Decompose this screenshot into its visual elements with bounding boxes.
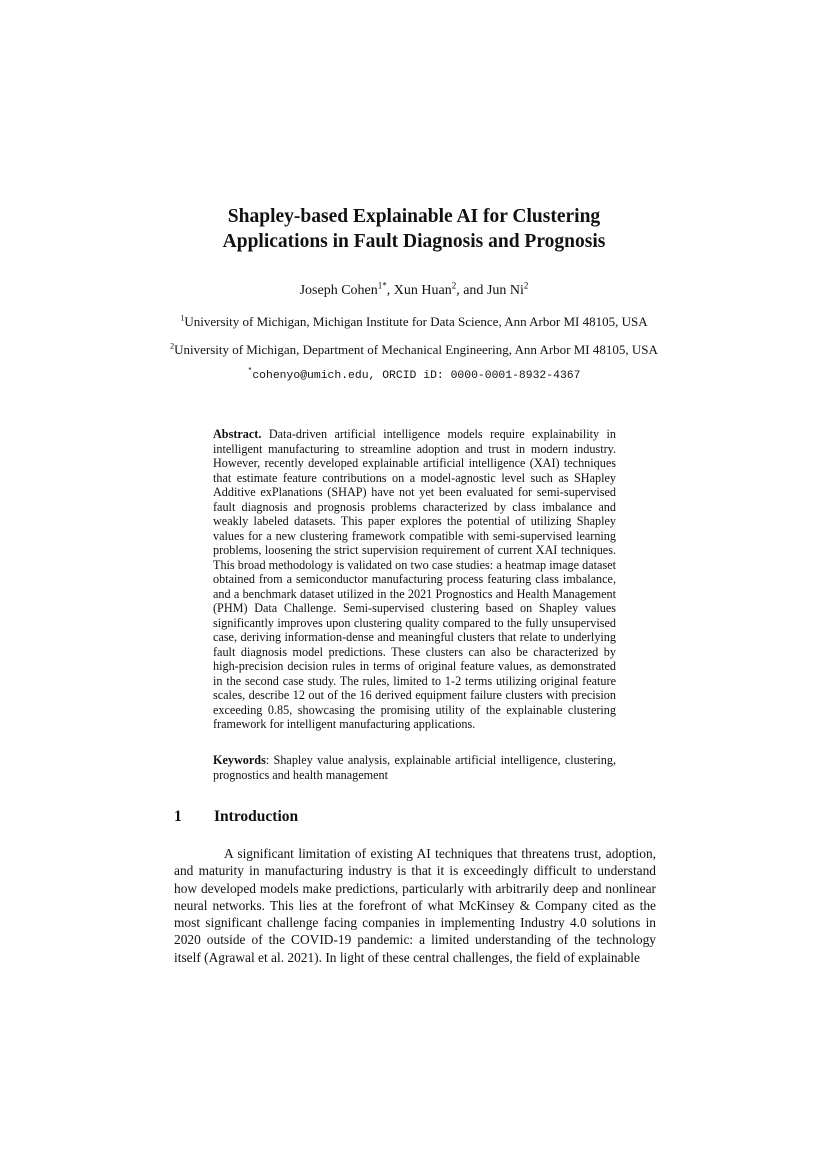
- contact-email-line: [0, 367, 828, 382]
- affiliation-mark: 2: [170, 341, 175, 351]
- keywords: [213, 753, 616, 782]
- author-affiliation-mark: 2: [451, 280, 457, 291]
- affiliation-1: [0, 314, 828, 330]
- author-separator: ,: [386, 283, 394, 298]
- paper-title: [0, 204, 828, 254]
- author-separator: , and: [456, 283, 487, 298]
- abstract-text: Data-driven artificial intelligence models require explainability in intelligent manufacturing to streamline adoption and trust in modern industry. However, recently developed explainable artificial intelligence (XAI) techniques that estimate feature contributions on a model-agnostic level such as SHapley Additive exPlanations (SHAP) have not yet been evaluated for semi-supervised fault diagnosis and prognosis problems characterized by class imbalance and weakly labeled datasets. This paper explores the potential of utilizing Shapley values for a new clustering framework compatible with semi-supervised learning problems, loosening the strict supervision requirement of current XAI techniques. This broad methodology is validated on two case studies: a heatmap image dataset obtained from a semiconductor manufacturing process featuring class imbalance, and a benchmark dataset utilized in the 2021 Prognostics and Health Management (PHM) Data Challenge. Semi-supervised clustering based on Shapley values significantly improves upon clustering quality compared to the fully unsupervised case, deriving information-dense and meaningful clusters that relate to underlying fault diagnosis model predictions. These clusters can also be characterized by high-precision decision rules in terms of original feature values, as demonstrated in the second case study. The rules, limited to 1-2 terms utilizing original feature scales, describe 12 out of the 16 derived equipment failure clusters with precision exceeding 0.85, showcasing the promising utility of the explainable clustering framework for intelligent manufacturing applications.: [213, 427, 616, 731]
- affiliation-mark: 1: [180, 313, 185, 323]
- keywords-text: : Shapley value analysis, explainable artificial intelligence, clustering, prognostics and health management: [213, 753, 616, 782]
- affiliation-2: [0, 342, 828, 358]
- affiliation-text: University of Michigan, Michigan Institute for Data Science, Ann Arbor MI 48105, USA: [184, 314, 648, 329]
- paper-title-line-2: Applications in Fault Diagnosis and Prognosis: [222, 231, 606, 252]
- author-affiliation-mark: 2: [523, 280, 529, 291]
- corresponding-mark: *: [247, 367, 253, 377]
- author-name: Joseph Cohen: [299, 283, 378, 298]
- paper-title-line-1: Shapley-based Explainable AI for Clustering: [227, 206, 601, 227]
- author-affiliation-mark: 1*: [377, 280, 387, 291]
- intro-paragraph: A significant limitation of existing AI techniques that threatens trust, adoption, and maturity in manufacturing industry is that it is exceedingly difficult to understand how developed models make predictions, particularly with arbitrarily deep and nonlinear neural networks. This lies at the forefront of what McKinsey & Company cited as the most significant challenge facing companies in implementing Industry 4.0 solutions in 2020 outside of the COVID-19 pandemic: a limited understanding of the technology itself (Agrawal et al. 2021). In light of these central challenges, the field of explainable: [174, 846, 656, 965]
- section-heading-introduction: [174, 808, 298, 826]
- affiliation-text: University of Michigan, Department of Mechanical Engineering, Ann Arbor MI 48105, USA: [174, 342, 658, 357]
- section-title: Introduction: [214, 808, 299, 825]
- abstract-label: Abstract.: [213, 427, 262, 441]
- author-name: Xun Huan: [393, 283, 452, 298]
- email-orcid-text: cohenyo@umich.edu, ORCID iD: 0000-0001-8932-4367: [252, 370, 581, 382]
- section-number: 1: [174, 808, 182, 825]
- keywords-label: Keywords: [213, 753, 266, 767]
- author-name: Jun Ni: [486, 283, 524, 298]
- abstract: [213, 427, 616, 732]
- author-list: [0, 280, 828, 299]
